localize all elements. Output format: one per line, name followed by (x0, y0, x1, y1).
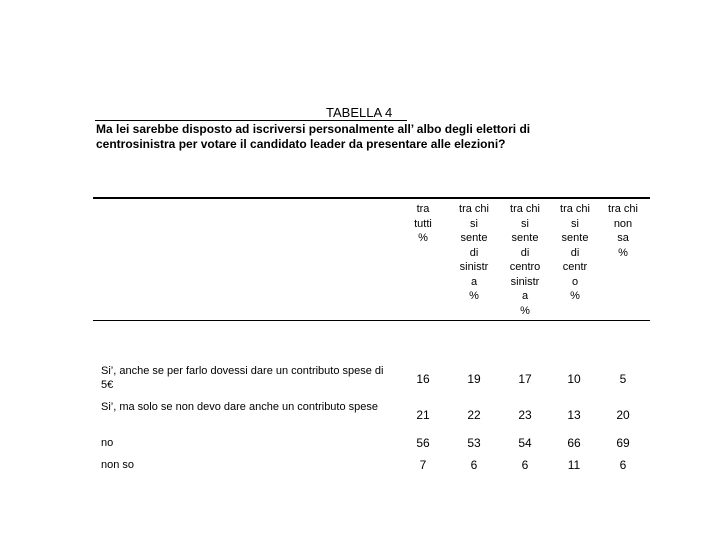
row-label: Si’, anche se per farlo dovessi dare un contributo spese di 5€ (101, 365, 384, 391)
cell-center-left: 54 (518, 436, 532, 450)
row-label: Si’, ma solo se non devo dare anche un contributo spese (101, 401, 379, 413)
cell-left: 6 (470, 458, 478, 472)
table-header-rule (93, 320, 650, 321)
cell-center: 11 (567, 458, 581, 472)
cell-center: 13 (567, 408, 581, 422)
table-title: TABELLA 4 (326, 105, 393, 120)
cell-center-left: 23 (518, 408, 532, 422)
column-header-all: tra tutti % (414, 203, 432, 244)
column-header-left: tra chi si sente di sinistr a % (459, 203, 489, 302)
cell-left: 22 (467, 408, 481, 422)
cell-all: 7 (419, 458, 427, 472)
table-top-rule (93, 197, 650, 199)
cell-unsure: 69 (616, 436, 630, 450)
survey-question: Ma lei sarebbe disposto ad iscriversi personalmente all’ albo degli elettori di centrosinistra per votare il candidato leader da presentare alle elezioni? (96, 122, 531, 151)
cell-unsure: 20 (616, 408, 630, 422)
cell-center: 66 (567, 436, 581, 450)
cell-all: 21 (416, 408, 430, 422)
cell-center-left: 6 (521, 458, 529, 472)
cell-center-left: 17 (518, 372, 532, 386)
row-label: non so (101, 459, 135, 471)
cell-unsure: 6 (619, 458, 627, 472)
cell-all: 56 (416, 436, 430, 450)
column-header-center: tra chi si sente di centr o % (560, 203, 590, 302)
cell-unsure: 5 (619, 372, 627, 386)
column-header-unsure: tra chi non sa % (608, 203, 638, 259)
column-header-center-left: tra chi si sente di centro sinistr a % (509, 203, 541, 317)
cell-all: 16 (416, 372, 430, 386)
cell-left: 53 (467, 436, 481, 450)
cell-center: 10 (567, 372, 581, 386)
row-label: no (101, 437, 114, 449)
cell-left: 19 (467, 372, 481, 386)
